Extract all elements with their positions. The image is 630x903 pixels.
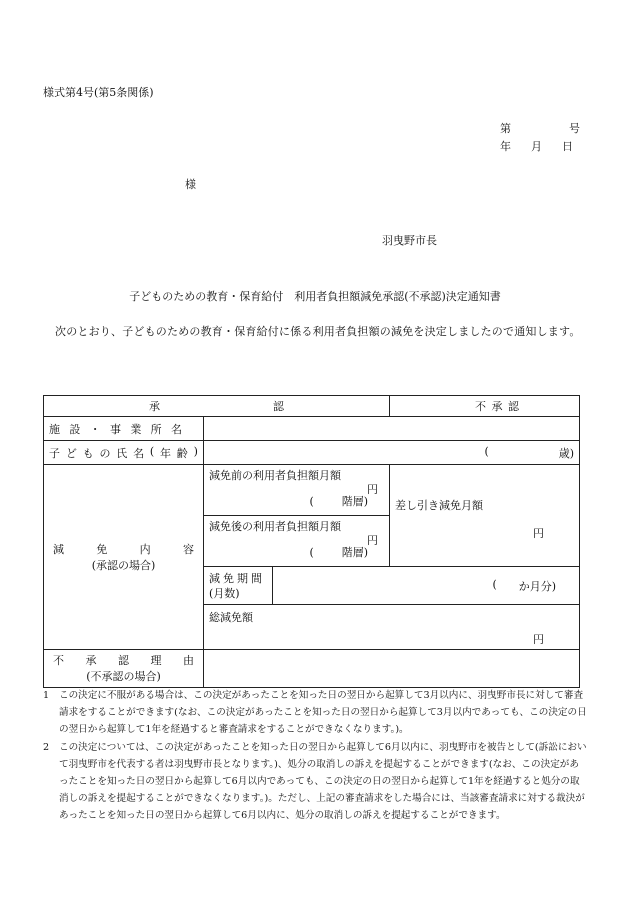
intro-paragraph: 次のとおり、子どものための教育・保育給付に係る利用者負担額の減免を決定しましたので通知します。	[55, 325, 581, 338]
notes	[43, 687, 588, 825]
reason-label: 不 承 認 理 由 (不承認の場合)	[44, 650, 204, 688]
approved-header: 承 認	[44, 396, 390, 417]
date-day: 日	[562, 140, 573, 153]
period-value[interactable]	[273, 567, 580, 605]
diff-amount-label: 差し引き減免月額	[395, 499, 484, 512]
age-close: 歳)	[558, 446, 575, 460]
rejected-header: 不 承 認	[390, 396, 580, 417]
period-close: か月分)	[518, 579, 557, 593]
document-title: 子どものための教育・保育給付 利用者負担額減免承認(不承認)決定通知書	[129, 290, 501, 303]
period-label: 減免期間 (月数)	[204, 567, 273, 605]
number-suffix: 号	[569, 122, 580, 135]
before-amount-label: 減免前の利用者負担額月額	[209, 469, 341, 482]
diff-amount-cell[interactable]	[390, 465, 580, 567]
total-label: 総減免額	[209, 611, 253, 624]
after-amount-cell[interactable]	[204, 516, 390, 567]
after-amount-label: 減免後の利用者負担額月額	[209, 520, 341, 533]
period-open: (	[492, 577, 497, 591]
rejected-case-note: (不承認の場合)	[86, 669, 161, 683]
date-year: 年	[500, 140, 511, 153]
before-amount-cell[interactable]	[204, 465, 390, 516]
diff-amount-yen: 円	[533, 527, 545, 540]
child-name-label: 子 ど も の 氏 名 ( 年 齢 )	[44, 441, 204, 465]
date-line	[500, 138, 573, 154]
facility-value[interactable]	[204, 417, 580, 441]
number-prefix: 第	[500, 122, 511, 135]
document-number-line	[500, 120, 580, 136]
note-item: 2 この決定については、この決定があったことを知った日の翌日から起算して6月以内に、羽曳野市を被告として(訴訟において羽曳野市を代表する者は羽曳野市長となります。)、処分の取消しの訴えを提起することができます(なお、この決定があったことを知った日の翌日から起算して6月以内であっても、この決定の日の翌日から起算して1年を経過すると処分の取消しの訴えを提起することができなくなります。)。ただし、上記の審査請求をした場合には、当該審査請求に対する裁決があったことを知った日の翌日から起算して6月以内に、処分の取消しの訴えを提起することができます。	[43, 741, 587, 822]
after-tier-close: 階層)	[341, 546, 369, 559]
after-tier-open: (	[309, 546, 314, 559]
total-yen: 円	[533, 633, 545, 646]
approved-case-note: (承認の場合)	[91, 559, 156, 572]
reduction-form-table	[43, 395, 580, 688]
total-cell[interactable]	[204, 605, 580, 650]
date-month: 月	[531, 140, 542, 153]
issuer: 羽曳野市長	[382, 234, 437, 247]
note-item: 1 この決定に不服がある場合は、この決定があったことを知った日の翌日から起算して3月以内に、羽曳野市長に対して審査請求をすることができます(なお、この決定があったことを知った日の翌日から起算して3月以内であっても、この決定の日の翌日から起算して1年を経過すると審査請求をすることができなくなります。)。	[43, 690, 587, 736]
child-name-value[interactable]	[204, 441, 580, 465]
after-amount-yen: 円	[367, 534, 379, 547]
facility-label: 施 設 ・ 事 業 所 名	[44, 417, 204, 441]
form-number: 様式第4号(第5条関係)	[43, 86, 154, 99]
before-tier-close: 階層)	[341, 495, 369, 508]
reduction-content-label: 減 免 内 容 (承認の場合)	[44, 465, 204, 650]
age-open: (	[484, 444, 489, 458]
before-amount-yen: 円	[367, 483, 379, 496]
reason-value[interactable]	[204, 650, 580, 688]
addressee-suffix: 様	[185, 178, 196, 191]
before-tier-open: (	[309, 495, 314, 508]
